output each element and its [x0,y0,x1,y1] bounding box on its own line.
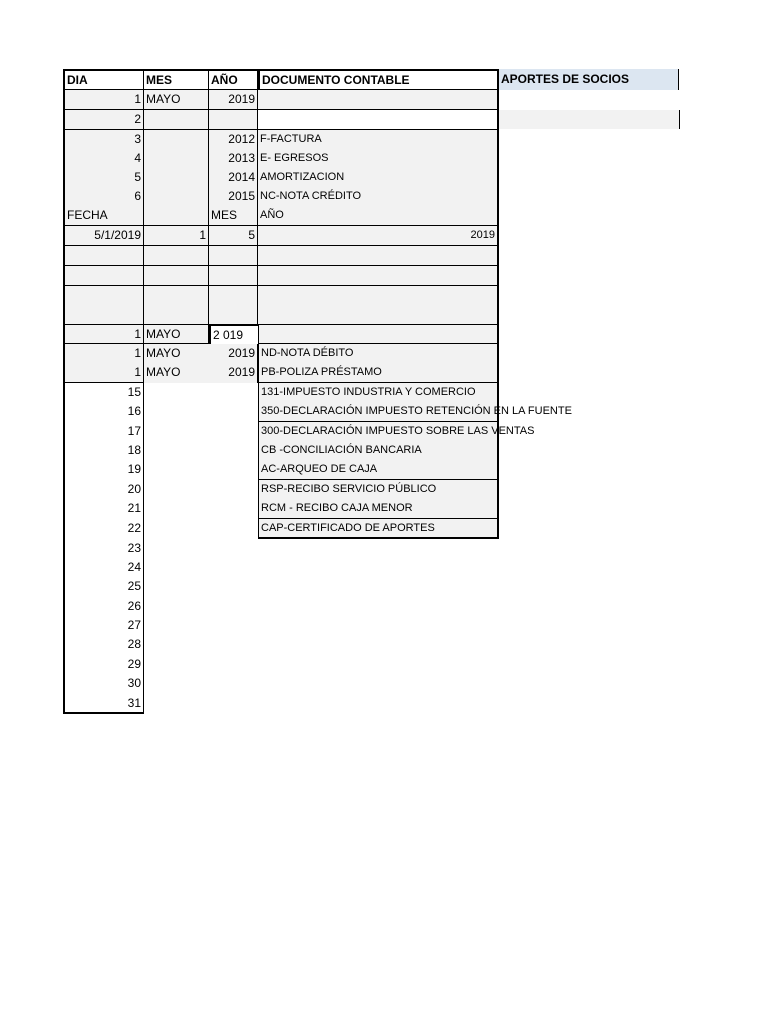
cell-anio[interactable]: 2019 [209,90,258,110]
cell-dia[interactable]: 17 [63,422,144,442]
value-anio[interactable]: 2019 [258,226,499,246]
cell-empty[interactable] [63,266,144,286]
cell-mes[interactable] [144,110,209,130]
cell-doc[interactable] [258,324,499,344]
cell-mes[interactable] [144,187,209,207]
cell-doc[interactable]: F-FACTURA [258,130,499,150]
cell-empty[interactable] [209,266,258,286]
cell-doc[interactable]: 350-DECLARACIÓN IMPUESTO RETENCIÓN EN LA FUENTE [258,402,499,422]
cell-dia[interactable]: 5 [63,168,144,188]
value-fecha[interactable]: 5/1/2019 [63,226,144,246]
cell-doc[interactable]: PB-POLIZA PRÉSTAMO [258,363,499,383]
cell-doc[interactable]: AMORTIZACION [258,168,499,188]
cell-dia[interactable]: 1 [63,344,144,364]
cell-anio[interactable] [209,110,258,130]
value-mes[interactable]: 5 [209,226,258,246]
cell-doc[interactable]: 131-IMPUESTO INDUSTRIA Y COMERCIO [258,383,499,403]
label-fecha[interactable]: FECHA [63,206,144,226]
cell-empty[interactable] [144,266,209,286]
cell-mes[interactable]: MAYO [144,344,209,364]
cell-doc[interactable]: RSP-RECIBO SERVICIO PÚBLICO [258,480,499,500]
cell-dia[interactable]: 29 [63,655,144,675]
value-dia[interactable]: 1 [144,226,209,246]
cell-mes[interactable]: MAYO [144,324,209,344]
header-documento[interactable]: DOCUMENTO CONTABLE [258,69,499,90]
cell-dia[interactable]: 21 [63,499,144,519]
cell-dia[interactable]: 2 [63,110,144,130]
cell-dia[interactable]: 19 [63,460,144,480]
cell-dia[interactable]: 25 [63,577,144,597]
cell-dia[interactable]: 1 [63,363,144,383]
cell-empty[interactable] [63,246,144,266]
cell-doc[interactable]: AC-ARQUEO DE CAJA [258,460,499,480]
cell-doc[interactable]: E- EGRESOS [258,149,499,169]
cell-empty[interactable] [63,305,144,325]
cell-empty[interactable] [144,286,209,306]
cell-dia[interactable]: 31 [63,694,144,714]
cell-dia[interactable]: 16 [63,402,144,422]
header-aportes[interactable]: APORTES DE SOCIOS [499,69,679,90]
cell-empty[interactable] [144,305,209,325]
label-mes[interactable]: MES [209,206,258,226]
cell-dia[interactable]: 30 [63,674,144,694]
label-anio[interactable]: AÑO [258,206,499,226]
cell-mes[interactable]: MAYO [144,363,209,383]
header-dia[interactable]: DIA [63,69,144,90]
cell-doc[interactable] [258,90,499,110]
cell-dia[interactable]: 18 [63,441,144,461]
aportes-cell[interactable] [499,110,680,129]
cell-empty[interactable] [209,286,258,306]
header-anio[interactable]: AÑO [209,69,258,90]
cell-dia[interactable]: 27 [63,616,144,636]
cell-dia[interactable]: 15 [63,383,144,403]
cell-doc[interactable]: NC-NOTA CRÉDITO [258,187,499,207]
cell-empty[interactable] [63,286,144,306]
cell-doc[interactable]: ND-NOTA DÉBITO [258,344,499,364]
cell-mes[interactable] [144,168,209,188]
cell-dia[interactable]: 3 [63,130,144,150]
cell-empty[interactable] [209,246,258,266]
cell-empty[interactable] [258,246,499,266]
cell-dia[interactable]: 4 [63,149,144,169]
cell-dia[interactable]: 26 [63,597,144,617]
cell-doc[interactable]: RCM - RECIBO CAJA MENOR [258,499,499,519]
cell-anio[interactable]: 2019 [209,344,258,364]
cell-anio[interactable]: 2012 [209,130,258,150]
cell-dia[interactable]: 6 [63,187,144,207]
header-mes[interactable]: MES [144,69,209,90]
cell-doc[interactable] [258,110,499,130]
cell-anio[interactable]: 2019 [209,363,258,383]
cell-empty[interactable] [258,286,499,306]
cell-anio[interactable]: 2 019 [209,324,258,344]
cell-mes[interactable]: MAYO [144,90,209,110]
cell-empty[interactable] [258,305,499,325]
cell-dia[interactable]: 1 [63,90,144,110]
cell-dia[interactable]: 20 [63,480,144,500]
cell-doc[interactable]: CAP-CERTIFICADO DE APORTES [258,519,499,539]
cell-empty[interactable] [144,206,209,226]
cell-anio[interactable]: 2014 [209,168,258,188]
cell-dia[interactable]: 23 [63,539,144,559]
cell-doc[interactable]: CB -CONCILIACIÓN BANCARIA [258,441,499,461]
cell-mes[interactable] [144,130,209,150]
cell-dia[interactable]: 28 [63,635,144,655]
cell-mes[interactable] [144,149,209,169]
cell-anio[interactable]: 2013 [209,149,258,169]
cell-anio[interactable]: 2015 [209,187,258,207]
cell-empty[interactable] [209,305,258,325]
cell-dia[interactable]: 24 [63,558,144,578]
cell-doc[interactable]: 300-DECLARACIÓN IMPUESTO SOBRE LAS VENTAS [258,422,499,442]
cell-dia[interactable]: 1 [63,324,144,344]
cell-empty[interactable] [258,266,499,286]
cell-dia[interactable]: 22 [63,519,144,539]
cell-empty[interactable] [144,246,209,266]
